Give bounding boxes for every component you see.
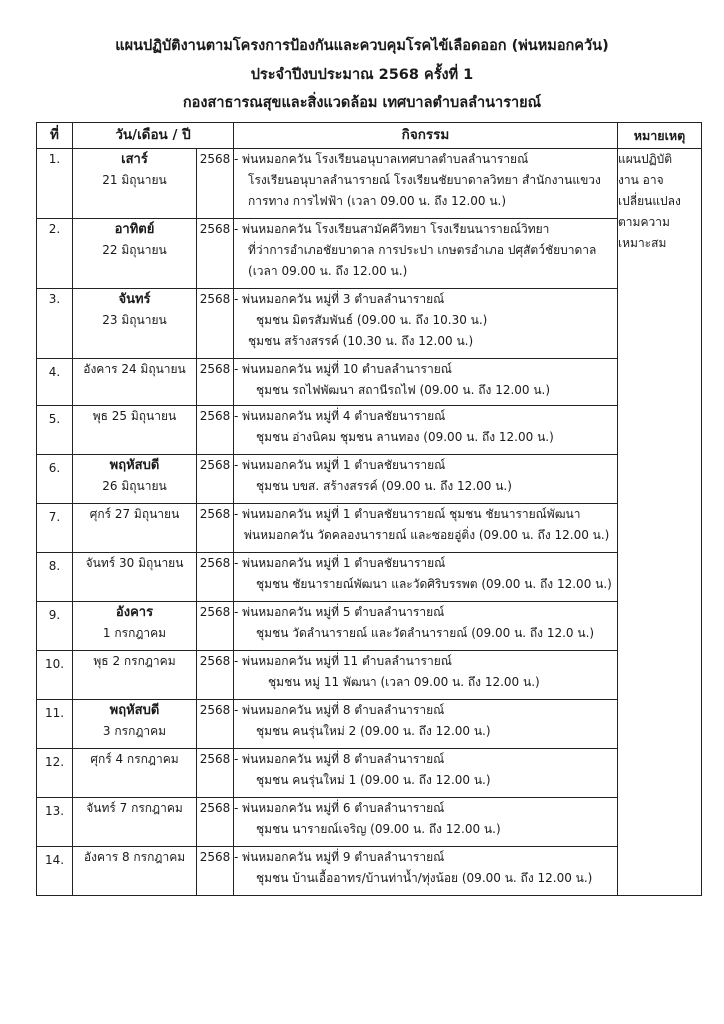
activity-line: (เวลา 09.00 น. ถึง 12.00 น.): [248, 264, 408, 278]
row-date: [73, 749, 197, 798]
remark-line: แผนปฏิบัติ: [618, 152, 673, 166]
activity-line: - พ่นหมอกควัน หมู่ที่ 10 ตำบลลำนารายณ์: [234, 362, 452, 376]
table-header-row: [37, 123, 702, 149]
activity-line: - พ่นหมอกควัน หมู่ที่ 1 ตำบลชัยนารายณ์ ชุมชน ชัยนารายณ์พัฒนา: [234, 507, 581, 521]
table-row: [37, 455, 702, 504]
activity-line: ชุมชน วัดลำนารายณ์ และวัดลำนารายณ์ (09.00 น. ถึง 12.0 น.): [256, 626, 595, 640]
row-number: 10.: [37, 651, 73, 700]
row-activity: [234, 651, 618, 700]
row-year: 2568: [197, 553, 234, 602]
activity-line: - พ่นหมอกควัน หมู่ที่ 8 ตำบลลำนารายณ์: [234, 752, 445, 766]
row-year: 2568: [197, 219, 234, 289]
row-number: 5.: [37, 406, 73, 455]
row-year: 2568: [197, 847, 234, 896]
activity-line: - พ่นหมอกควัน หมู่ที่ 11 ตำบลลำนารายณ์: [234, 654, 452, 668]
row-date: [73, 149, 197, 219]
row-day: พฤหัสบดี: [109, 703, 160, 718]
row-date-text: อังคาร 24 มิถุนายน: [83, 362, 186, 376]
activity-line: - พ่นหมอกควัน หมู่ที่ 3 ตำบลลำนารายณ์: [234, 292, 445, 306]
table-row: [37, 847, 702, 896]
activity-line: ชุมชน ชัยนารายณ์พัฒนา และวัดศิริบรรพต (09.00 น. ถึง 12.00 น.): [256, 577, 612, 591]
row-date: [73, 553, 197, 602]
table-row: [37, 602, 702, 651]
row-date: [73, 219, 197, 289]
row-day: พฤหัสบดี: [109, 458, 160, 473]
row-date-text: จันทร์ 7 กรกฎาคม: [86, 801, 183, 815]
row-number: 6.: [37, 455, 73, 504]
table-row: [37, 219, 702, 289]
activity-line: ชุมชน มิตรสัมพันธ์ (09.00 น. ถึง 10.30 น.): [256, 313, 488, 327]
row-day: อังคาร: [115, 605, 154, 620]
row-year: 2568: [197, 798, 234, 847]
remark-line: เหมาะสม: [618, 236, 667, 250]
activity-line: ชุมชน บ้านเอื้ออาทร/บ้านท่าน้ำ/ทุ่งน้อย (09.00 น. ถึง 12.00 น.): [256, 871, 593, 885]
row-year: 2568: [197, 504, 234, 553]
row-date-text: 3 กรกฎาคม: [102, 724, 167, 738]
activity-line: - พ่นหมอกควัน โรงเรียนสามัคคีวิทยา โรงเรียนนารายณ์วิทยา: [234, 222, 550, 236]
activity-line: ชุมชน สร้างสรรค์ (10.30 น. ถึง 12.00 น.): [248, 334, 474, 348]
activity-line: - พ่นหมอกควัน โรงเรียนอนุบาลเทศบาลตำบลลำนารายณ์: [234, 152, 529, 166]
schedule-table: [36, 122, 702, 896]
row-day: จันทร์: [118, 292, 151, 307]
activity-line: ชุมชน อ่างนิคม ชุมชน ลานทอง (09.00 น. ถึง 12.00 น.): [256, 430, 554, 444]
activity-line: การทาง การไฟฟ้า (เวลา 09.00 น. ถึง 12.00 น.): [248, 194, 507, 208]
row-date-text: พุธ 25 มิถุนายน: [92, 409, 177, 423]
document-subtitle: ประจำปีงบประมาณ 2568 ครั้งที่ 1: [250, 67, 474, 83]
row-activity: [234, 406, 618, 455]
row-activity: [234, 700, 618, 749]
activity-line: ชุมชน นารายณ์เจริญ (09.00 น. ถึง 12.00 น.): [256, 822, 501, 836]
table-row: [37, 359, 702, 406]
row-year: 2568: [197, 651, 234, 700]
row-number: 2.: [37, 219, 73, 289]
row-date: [73, 359, 197, 406]
remark-line: ตามความ: [618, 215, 670, 229]
activity-line: ชุมชน คนรุ่นใหม่ 2 (09.00 น. ถึง 12.00 น.): [256, 724, 491, 738]
row-activity: [234, 455, 618, 504]
row-date: [73, 847, 197, 896]
row-year: 2568: [197, 455, 234, 504]
row-number: 11.: [37, 700, 73, 749]
table-row: [37, 289, 702, 359]
row-number: 1.: [37, 149, 73, 219]
row-activity: [234, 847, 618, 896]
row-activity: [234, 149, 618, 219]
activity-line: - พ่นหมอกควัน หมู่ที่ 9 ตำบลลำนารายณ์: [234, 850, 445, 864]
row-date-text: 22 มิถุนายน: [102, 243, 167, 257]
row-number: 3.: [37, 289, 73, 359]
activity-line: ชุมชน หมู่ 11 พัฒนา (เวลา 09.00 น. ถึง 12.00 น.): [268, 675, 540, 689]
row-date-text: 21 มิถุนายน: [102, 173, 167, 187]
row-day: เสาร์: [121, 152, 148, 167]
row-activity: [234, 359, 618, 406]
row-activity: [234, 749, 618, 798]
activity-line: พ่นหมอกควัน วัดคลองนารายณ์ และซอยอู่ติ่ง (09.00 น. ถึง 12.00 น.): [244, 528, 610, 542]
remark-line: เปลี่ยนแปลง: [618, 194, 681, 208]
activity-line: - พ่นหมอกควัน หมู่ที่ 5 ตำบลลำนารายณ์: [234, 605, 445, 619]
table-row: [37, 553, 702, 602]
row-year: 2568: [197, 359, 234, 406]
row-date-text: 26 มิถุนายน: [102, 479, 167, 493]
row-date-text: ศุกร์ 27 มิถุนายน: [89, 507, 180, 521]
table-row: [37, 651, 702, 700]
row-date: [73, 602, 197, 651]
row-year: 2568: [197, 700, 234, 749]
table-row: [37, 749, 702, 798]
activity-line: - พ่นหมอกควัน หมู่ที่ 1 ตำบลชัยนารายณ์: [234, 458, 446, 472]
row-date: [73, 504, 197, 553]
row-activity: [234, 798, 618, 847]
table-row: [37, 798, 702, 847]
row-date: [73, 798, 197, 847]
header-date: วัน/เดือน / ปี: [73, 123, 234, 149]
remark-line: งาน อาจ: [618, 173, 664, 187]
row-year: 2568: [197, 406, 234, 455]
row-date-text: ศุกร์ 4 กรกฎาคม: [90, 752, 179, 766]
header-number: ที่: [37, 123, 73, 149]
header-remark: หมายเหตุ: [618, 123, 702, 149]
row-activity: [234, 289, 618, 359]
activity-line: ชุมชน รถไฟพัฒนา สถานีรถไฟ (09.00 น. ถึง 12.00 น.): [256, 383, 551, 397]
table-row: [37, 700, 702, 749]
row-number: 9.: [37, 602, 73, 651]
row-date-text: 23 มิถุนายน: [102, 313, 167, 327]
row-number: 13.: [37, 798, 73, 847]
table-row: [37, 406, 702, 455]
row-number: 12.: [37, 749, 73, 798]
row-activity: [234, 504, 618, 553]
row-day: อาทิตย์: [114, 222, 155, 237]
row-number: 7.: [37, 504, 73, 553]
row-activity: [234, 553, 618, 602]
row-number: 4.: [37, 359, 73, 406]
row-date: [73, 289, 197, 359]
row-date: [73, 651, 197, 700]
row-activity: [234, 602, 618, 651]
department-name: กองสาธารณสุขและสิ่งแวดล้อม เทศบาลตำบลลำนารายณ์: [182, 95, 542, 111]
activity-line: - พ่นหมอกควัน หมู่ที่ 8 ตำบลลำนารายณ์: [234, 703, 445, 717]
row-date-text: พุธ 2 กรกฎาคม: [93, 654, 176, 668]
table-row: [37, 504, 702, 553]
activity-line: โรงเรียนอนุบาลลำนารายณ์ โรงเรียนชัยบาดาลวิทยา สำนักงานแขวง: [248, 173, 601, 187]
activity-line: - พ่นหมอกควัน หมู่ที่ 6 ตำบลลำนารายณ์: [234, 801, 445, 815]
activity-line: - พ่นหมอกควัน หมู่ที่ 1 ตำบลชัยนารายณ์: [234, 556, 446, 570]
row-activity: [234, 219, 618, 289]
activity-line: ที่ว่าการอำเภอชัยบาดาล การประปา เกษตรอำเภอ ปศุสัตว์ชัยบาดาล: [248, 243, 597, 257]
row-date: [73, 700, 197, 749]
activity-line: ชุมชน บขส. สร้างสรรค์ (09.00 น. ถึง 12.00 น.): [256, 479, 512, 493]
row-year: 2568: [197, 289, 234, 359]
row-number: 8.: [37, 553, 73, 602]
row-date-text: 1 กรกฎาคม: [102, 626, 167, 640]
row-number: 14.: [37, 847, 73, 896]
row-date-text: อังคาร 8 กรกฎาคม: [83, 850, 186, 864]
header-activity: กิจกรรม: [234, 123, 618, 149]
row-date: [73, 455, 197, 504]
row-date-text: จันทร์ 30 มิถุนายน: [85, 556, 184, 570]
table-row: [37, 149, 702, 219]
row-date: [73, 406, 197, 455]
remark-cell: [618, 149, 702, 896]
document-title: แผนปฏิบัติงานตามโครงการป้องกันและควบคุมโรคไข้เลือดออก (พ่นหมอกควัน): [115, 38, 609, 54]
row-year: 2568: [197, 149, 234, 219]
activity-line: ชุมชน คนรุ่นใหม่ 1 (09.00 น. ถึง 12.00 น.): [256, 773, 491, 787]
row-year: 2568: [197, 602, 234, 651]
activity-line: - พ่นหมอกควัน หมู่ที่ 4 ตำบลชัยนารายณ์: [234, 409, 446, 423]
row-year: 2568: [197, 749, 234, 798]
